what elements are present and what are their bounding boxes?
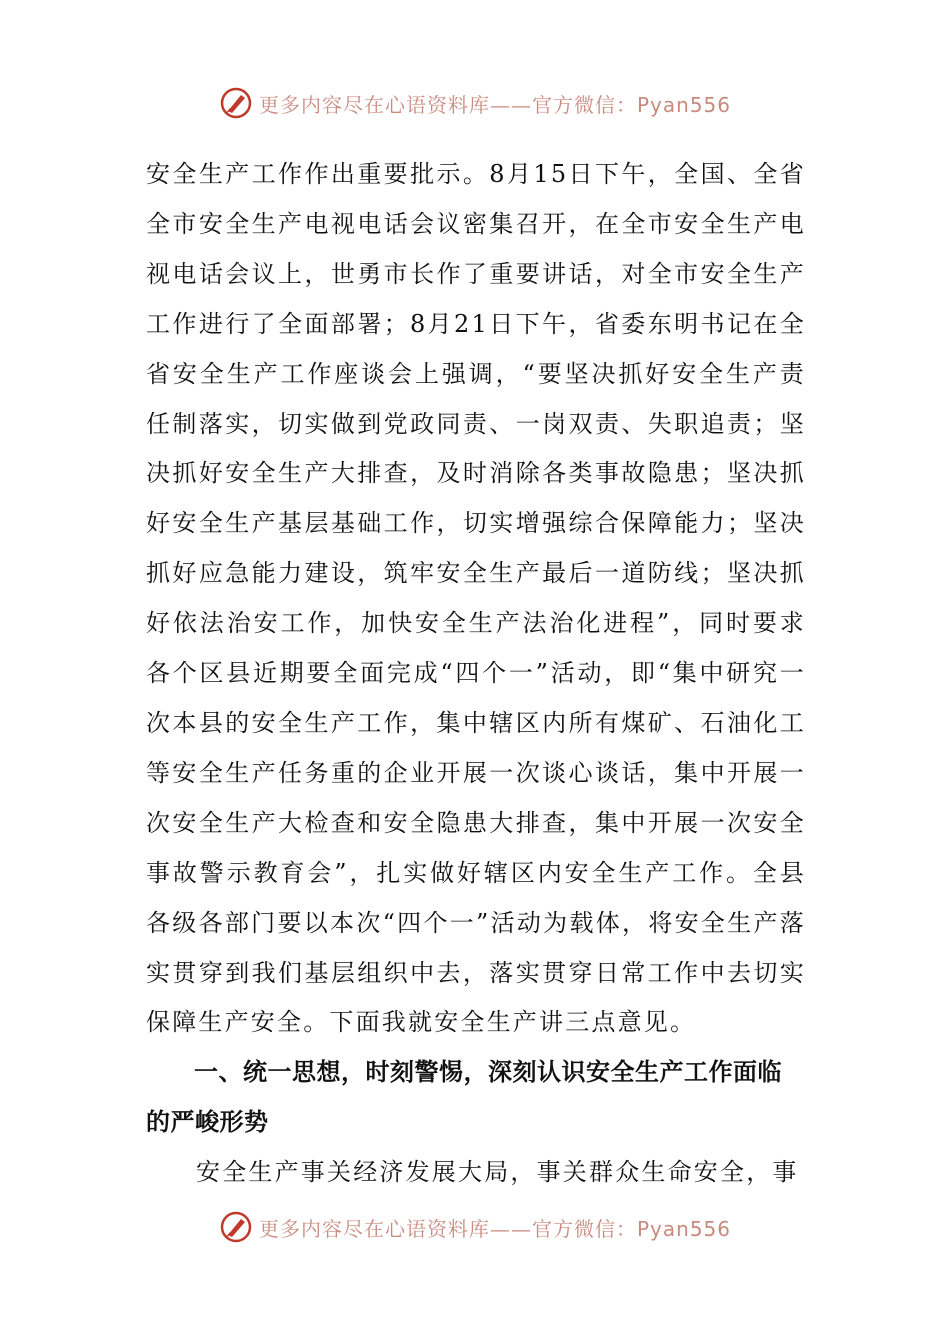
header-watermark (0, 86, 950, 120)
watermark-text: 更多内容尽在心语资料库——官方微信：Pyan556 (258, 92, 731, 117)
body-paragraph: 安全生产工作作出重要批示。8月15日下午，全国、全省全市安全生产电视电话会议密集召开，在全市安全生产电视电话会议上，世勇市长作了重要讲话，对全市安全生产工作进行了全面部署；8月21日下午，省委东明书记在全省安全生产工作座谈会上强调，“要坚决抓好安全生产责任制落实，切实做到党政同责、一岗双责、失职追责；坚决抓好安全生产大排查，及时消除各类事故隐患；坚决抓好安全生产基层基础工作，切实增强综合保障能力；坚决抓好应急能力建设，筑牢安全生产最后一道防线；坚决抓好依法治安工作，加快安全生产法治化进程”，同时要求各个区县近期要全面完成“四个一”活动，即“集中研究一次本县的安全生产工作，集中辖区内所有煤矿、石油化工等安全生产任务重的企业开展一次谈心谈话，集中开展一次安全生产大检查和安全隐患大排查，集中开展一次安全事故警示教育会”，扎实做好辖区内安全生产工作。全县各级各部门要以本次“四个一”活动为载体，将安全生产落实贯穿到我们基层组织中去，落实贯穿日常工作中去切实保障生产安全。下面我就安全生产讲三点意见。 (146, 160, 806, 1037)
document-page (146, 150, 806, 1198)
pen-seal-icon (219, 1210, 253, 1244)
watermark-text: 更多内容尽在心语资料库——官方微信：Pyan556 (258, 1216, 731, 1241)
footer-watermark (0, 1210, 950, 1244)
section-heading: 一、统一思想，时刻警惕，深刻认识安全生产工作面临的严峻形势 (146, 1058, 782, 1137)
body-paragraph: 安全生产事关经济发展大局，事关群众生命安全，事 (196, 1158, 799, 1187)
pen-seal-icon (219, 86, 253, 120)
